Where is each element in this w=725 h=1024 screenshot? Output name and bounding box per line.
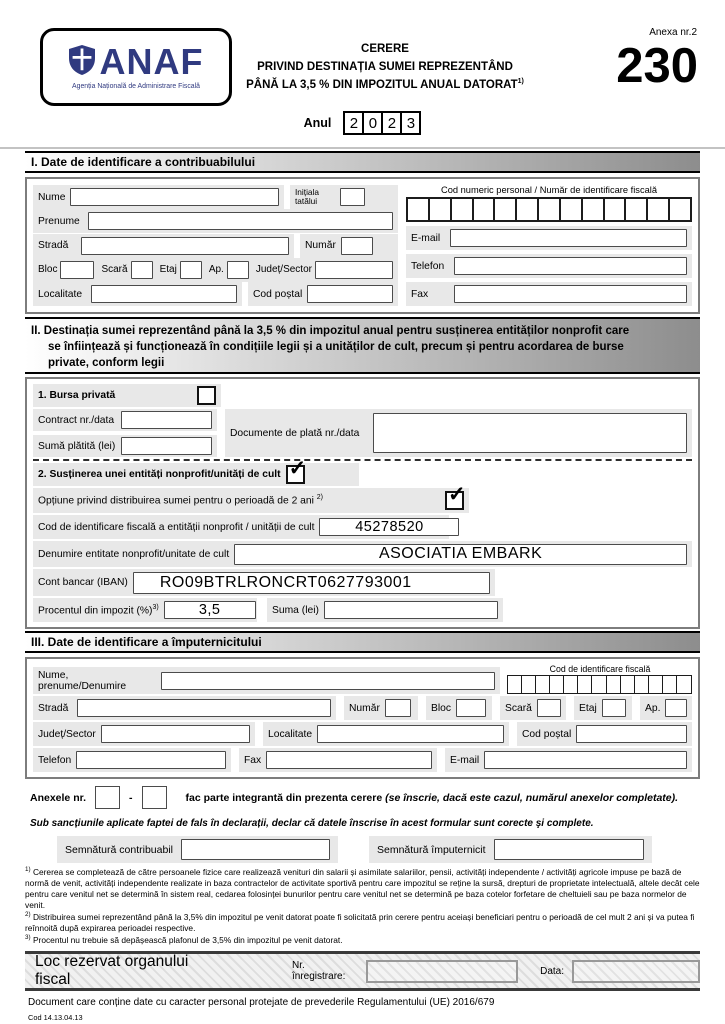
prenume-label: Prenume — [38, 215, 80, 227]
proxy-ap-field — [640, 696, 692, 720]
code-cell[interactable] — [515, 197, 539, 222]
form-title — [235, 41, 535, 94]
numar-field — [300, 234, 398, 258]
numar-input[interactable] — [341, 237, 373, 255]
email-field — [406, 226, 692, 250]
proxy-localitate-label: Localitate — [268, 728, 313, 740]
contribuabil-signature-label: Semnătură contribuabil — [65, 843, 173, 856]
imputernicit-signature-field — [369, 836, 652, 863]
year-digit-cell[interactable]: 3 — [400, 111, 421, 135]
bursa-left-column — [33, 409, 217, 457]
section1-box — [25, 177, 700, 314]
code-cell[interactable] — [581, 197, 605, 222]
proxy-fax-input[interactable] — [266, 751, 432, 769]
proxy-email-input[interactable] — [484, 751, 687, 769]
proxy-telefon-field — [33, 748, 231, 772]
procent-footnote-ref: 3) — [152, 603, 159, 611]
proxy-scara-label: Scară — [505, 702, 532, 714]
proxy-cif-block — [508, 664, 692, 694]
suma-lei-field — [267, 598, 503, 622]
sustinere-field — [33, 457, 359, 486]
initiala-input[interactable] — [340, 188, 365, 206]
declaration-text: Sub sancțiunile aplicate faptei de fals în declarații, declar că datele înscrise în acest formular sunt corecte şi complete. — [30, 818, 594, 829]
documente-plata-input[interactable] — [373, 413, 687, 453]
section2-dashed-separator — [33, 459, 692, 461]
form-title-line2: PRIVIND DESTINAȚIA SUMEI REPREZENTÂND — [257, 60, 513, 73]
annex-number: Anexa nr.2 — [649, 27, 697, 38]
proxy-fax-field — [239, 748, 437, 772]
signatures-row — [25, 836, 700, 863]
proxy-strada-field — [33, 696, 336, 720]
optiune-2ani-checkbox[interactable] — [445, 483, 466, 510]
bursa-privata-field — [33, 384, 221, 407]
section3-title: III. Date de identificare a împuternicitului — [31, 635, 262, 649]
fax-input[interactable] — [454, 285, 687, 303]
telefon-field — [406, 254, 692, 278]
annex-to-box[interactable] — [142, 786, 167, 809]
header-divider — [0, 147, 725, 149]
proxy-name-input[interactable] — [161, 672, 495, 690]
check-mark: ✓ — [448, 483, 466, 506]
proxy-numar-label: Număr — [349, 702, 380, 714]
section3-header — [25, 631, 700, 653]
proxy-etaj-field — [574, 696, 632, 720]
sustinere-checkbox[interactable] — [286, 457, 307, 484]
proxy-name-field — [33, 667, 500, 694]
judet-input[interactable] — [315, 261, 393, 279]
nume-field — [33, 185, 284, 209]
section2-header — [25, 317, 700, 374]
date-label: Data: — [540, 965, 564, 977]
documente-plata-field — [225, 409, 692, 457]
proxy-name-label: Nume, prenume/Denumire — [38, 669, 127, 692]
section2-title: II. Destinația sumei reprezentând până la 3,5 % din impozitul anual pentru susținerea entităților nonprofit care se înființează și funcționează în condițiile legii și a unităților de cult, precum și pentru acordarea de burse private, conform legii — [31, 325, 630, 370]
initiala-field — [290, 185, 398, 209]
proxy-cod-postal-field — [517, 722, 692, 746]
proxy-judet-label: Județ/Sector — [38, 728, 96, 740]
code-cell[interactable] — [493, 197, 517, 222]
iban-label: Cont bancar (IBAN) — [38, 577, 128, 588]
cod-postal-label: Cod poștal — [253, 288, 303, 300]
proxy-numar-input[interactable] — [385, 699, 411, 717]
suma-lei-label: Suma (lei) — [272, 604, 319, 616]
iban-field — [33, 569, 495, 596]
section3-box — [25, 657, 700, 779]
section2-box — [25, 377, 700, 629]
ap-input[interactable] — [227, 261, 249, 279]
proxy-cif-label: Cod de identificare fiscală — [549, 664, 651, 674]
footnote-2: $^{2)}$ Distribuirea sumei reprezentând până la 3,5% din impozitul pe venit datorat poate fi solicitată prin cerere pentru aceiași beneficiari pentru o perioadă de cel mult 2 ani și va putea fi reînnoită după expirarea perioadei respective. — [25, 911, 695, 934]
code-cell[interactable] — [559, 197, 583, 222]
documente-plata-label: Documente de plată nr./data — [230, 427, 360, 439]
proxy-bloc-label: Bloc — [431, 702, 452, 714]
proxy-numar-field — [344, 696, 418, 720]
fax-field — [406, 282, 692, 306]
entity-name-field — [33, 541, 692, 567]
proxy-email-field — [445, 748, 692, 772]
email-label: E-mail — [411, 232, 441, 244]
proxy-bloc-input[interactable] — [456, 699, 486, 717]
anaf-logo — [40, 28, 232, 106]
judet-label: Județ/Sector — [255, 264, 312, 276]
code-cell[interactable] — [428, 197, 452, 222]
optiune-2ani-label: Opțiune privind distribuirea sumei pentru o perioadă de 2 ani $^{2)}$ — [38, 494, 324, 507]
prenume-field — [33, 209, 398, 233]
strada-field — [33, 234, 294, 258]
anaf-logo-row — [69, 41, 204, 82]
cnp-input[interactable] — [406, 197, 692, 222]
code-cell[interactable] — [406, 197, 430, 222]
form-title-line3: PÂNĂ LA 3,5 % DIN IMPOZITUL ANUAL DATORAT$^{1)}$ — [246, 77, 524, 91]
suma-lei-input[interactable] — [324, 601, 498, 619]
contribuabil-signature-box[interactable] — [181, 839, 330, 860]
proxy-bloc-field — [426, 696, 492, 720]
date-box[interactable] — [572, 960, 700, 983]
registration-number-box[interactable] — [366, 960, 518, 983]
email-input[interactable] — [450, 229, 687, 247]
contract-input[interactable] — [121, 411, 212, 429]
telefon-label: Telefon — [411, 260, 445, 272]
entity-tax-code-input[interactable]: 45278520 — [319, 518, 459, 536]
proxy-strada-input[interactable] — [77, 699, 331, 717]
form-code: Cod 14.13.04.13 — [28, 1013, 83, 1022]
fax-label: Fax — [411, 288, 429, 300]
proxy-etaj-label: Etaj — [579, 702, 597, 714]
annex-count-label: Anexele nr. — [30, 791, 87, 804]
fiscal-office-band — [25, 951, 700, 991]
imputernicit-signature-label: Semnătură împuternicit — [377, 843, 486, 856]
localitate-input[interactable] — [91, 285, 237, 303]
check-mark: ✓ — [288, 457, 307, 480]
proxy-fax-label: Fax — [244, 754, 262, 766]
annex-count-row — [25, 786, 700, 809]
annex-from-box[interactable] — [95, 786, 120, 809]
logo-subtitle: Agenția Națională de Administrare Fiscală — [72, 83, 200, 90]
cod-postal-field — [248, 282, 398, 306]
bloc-input[interactable] — [60, 261, 94, 279]
code-cell[interactable] — [646, 197, 670, 222]
proxy-ap-label: Ap. — [645, 702, 661, 714]
prenume-input[interactable] — [88, 212, 393, 230]
year-label: Anul — [303, 116, 332, 130]
localitate-field — [33, 282, 242, 306]
proxy-etaj-input[interactable] — [602, 699, 626, 717]
proxy-localitate-field — [263, 722, 509, 746]
entity-name-input[interactable]: ASOCIATIA EMBARK — [234, 544, 687, 565]
proxy-strada-label: Stradă — [38, 702, 69, 714]
numar-label: Număr — [305, 240, 336, 251]
proxy-judet-field — [33, 722, 255, 746]
procent-label: Procentul din impozit (%)$^{3)}$ — [38, 603, 159, 617]
proxy-email-label: E-mail — [450, 754, 480, 766]
nume-label: Nume — [38, 191, 66, 203]
footnotes — [25, 866, 703, 946]
telefon-input[interactable] — [454, 257, 687, 275]
etaj-label: Etaj — [159, 264, 177, 276]
suma-platita-field — [33, 435, 217, 457]
proxy-cod-postal-input[interactable] — [576, 725, 687, 743]
section1-title: I. Date de identificare a contribuabilului — [31, 155, 256, 169]
footnote-3: $^{3)}$ Procentul nu trebuie să depășească plafonul de 3,5% din impozitul pe venit datorat. — [25, 934, 343, 945]
nume-input[interactable] — [70, 188, 279, 206]
entity-tax-code-label: Cod de identificare fiscală a entității nonprofit / unității de cult — [38, 521, 315, 533]
code-cell[interactable] — [624, 197, 648, 222]
contribuabil-signature-field — [57, 836, 338, 863]
section1-left-column — [33, 185, 398, 306]
proxy-ap-input[interactable] — [665, 699, 687, 717]
section1-header — [25, 151, 700, 173]
code-cell[interactable] — [676, 675, 692, 694]
localitate-label: Localitate — [38, 288, 83, 300]
initiala-label: Inițiala tatălui — [295, 187, 319, 206]
form-number: 230 — [616, 39, 698, 93]
procent-input[interactable]: 3,5 — [164, 601, 256, 619]
scara-label: Scară — [101, 264, 128, 276]
code-cell[interactable] — [537, 197, 561, 222]
year-row — [0, 111, 725, 135]
proxy-localitate-input[interactable] — [317, 725, 504, 743]
strada-input[interactable] — [81, 237, 289, 255]
cod-postal-input[interactable] — [307, 285, 393, 303]
proxy-scara-field — [500, 696, 566, 720]
code-cell[interactable] — [603, 197, 627, 222]
bloc-label: Bloc — [38, 264, 58, 276]
gdpr-notice: Document care conține date cu caracter personal protejate de prevederile Regulamentului (UE) 2016/679 — [28, 997, 495, 1008]
address-detail-row — [33, 258, 398, 282]
logo-name: ANAF — [99, 41, 204, 82]
optiune-2ani-field — [33, 483, 469, 513]
sustinere-label: 2. Susținerea unei entități nonprofit/unități de cult — [38, 469, 281, 480]
proxy-cif-input[interactable] — [508, 675, 692, 694]
scara-input[interactable] — [131, 261, 153, 279]
proxy-judet-input[interactable] — [101, 725, 250, 743]
section1-right-column — [406, 185, 692, 306]
form-title-line1: CERERE — [361, 43, 409, 55]
registration-number-label: Nr. înregistrare: — [292, 960, 346, 982]
suma-platita-label: Sumă plătită (lei) — [38, 440, 116, 452]
code-cell[interactable] — [668, 197, 692, 222]
proxy-cod-postal-label: Cod poștal — [522, 728, 572, 740]
year-digit-cell[interactable]: 2 — [381, 111, 402, 135]
bursa-privata-label: 1. Bursa privată — [38, 390, 116, 401]
annex-separator: - — [129, 791, 133, 804]
etaj-input[interactable] — [180, 261, 202, 279]
cnp-block — [406, 185, 692, 222]
footnote-1: $^{1)}$ Cererea se completează de către persoanele fizice care realizează venituri din salarii și asimilate salariilor, pensii, activități independente / activități agricole impuse pe bază de normă de venit, activități independente realizate in baza contractelor de activitate sportivă pentru care impozitul se reține la sursă, drepturi de proprietate intelectuală, altele decât cele pentru care venitul net se determină în sistem real, cedarea folosinței bunurilor pentru care venitul net se determină pe baza cotelor forfetare de cheltuieli sau pe baza normelor de venit. — [25, 866, 700, 911]
year-digit-cell[interactable]: 0 — [362, 111, 383, 135]
year-input[interactable] — [343, 111, 421, 135]
iban-input[interactable]: RO09BTRLRONCRT0627793001 — [133, 572, 490, 594]
annex-count-text: fac parte integrantă din prezenta cerere (se înscrie, dacă este cazul, numărul anexelor completate). — [185, 791, 679, 804]
strada-label: Stradă — [38, 240, 69, 251]
anaf-shield-icon — [69, 45, 95, 80]
entity-name-label: Denumire entitate nonprofit/unitate de cult — [38, 548, 230, 560]
imputernicit-signature-box[interactable] — [494, 839, 644, 860]
proxy-telefon-input[interactable] — [76, 751, 226, 769]
contract-field — [33, 409, 217, 431]
optiune-footnote-ref: 2) — [316, 494, 324, 502]
cnp-label: Cod numeric personal / Număr de identificare fiscală — [441, 185, 657, 195]
year-digit-cell[interactable]: 2 — [343, 111, 364, 135]
procent-field — [33, 598, 257, 622]
bursa-privata-checkbox[interactable] — [197, 386, 216, 405]
code-cell[interactable] — [472, 197, 496, 222]
code-cell[interactable] — [450, 197, 474, 222]
ap-label: Ap. — [208, 264, 224, 276]
proxy-telefon-label: Telefon — [38, 754, 72, 766]
entity-tax-code-field — [33, 515, 449, 539]
fiscal-office-label: Loc rezervat organului fiscal — [35, 953, 189, 988]
suma-platita-input[interactable] — [121, 437, 212, 455]
proxy-scara-input[interactable] — [537, 699, 561, 717]
contract-label: Contract nr./data — [38, 414, 115, 426]
title-footnote-ref: 1) — [517, 77, 524, 85]
